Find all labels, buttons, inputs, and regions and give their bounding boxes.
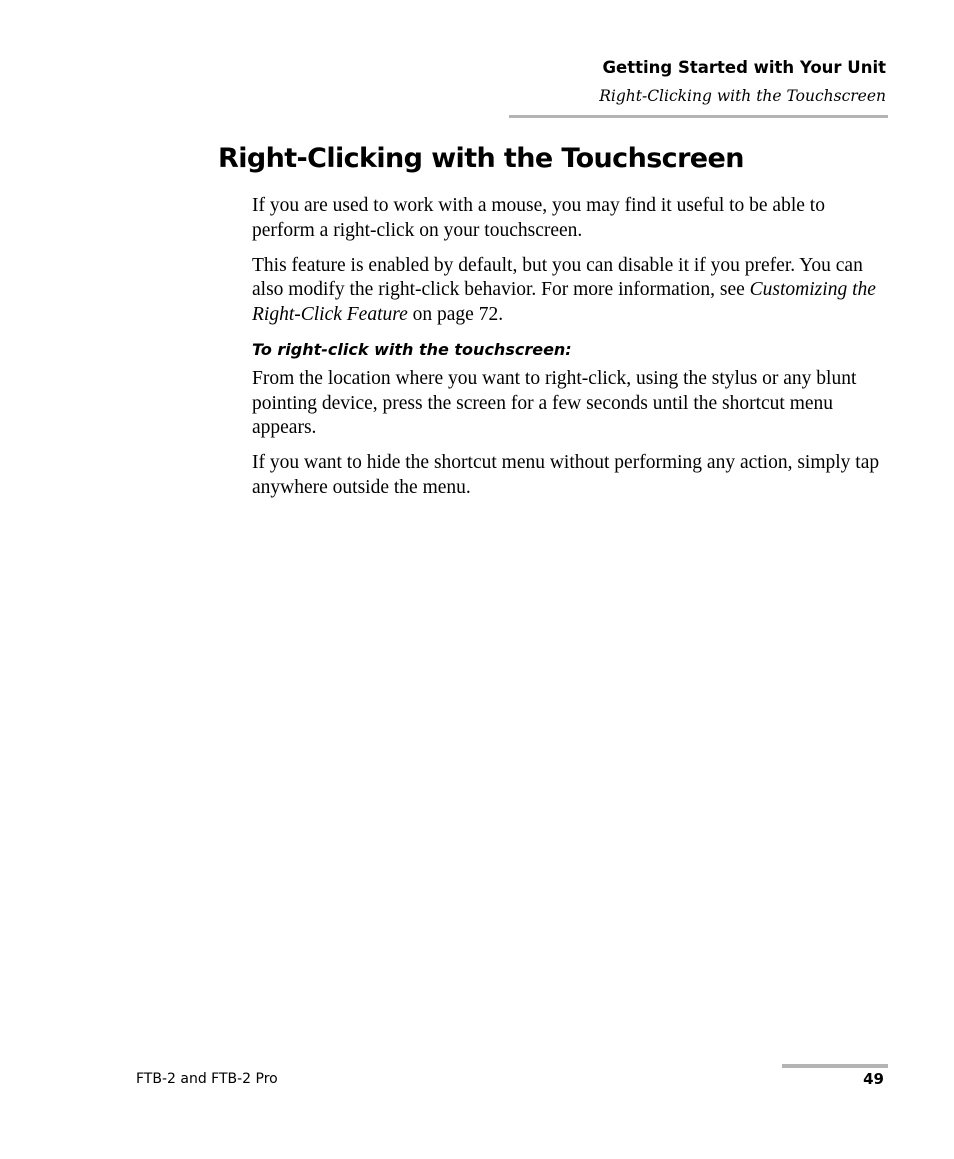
footer-product-name: FTB-2 and FTB-2 Pro: [136, 1071, 278, 1087]
page-title: Right-Clicking with the Touchscreen: [218, 143, 744, 174]
header-rule: [509, 115, 888, 118]
running-header-section: Right-Clicking with the Touchscreen: [599, 87, 886, 105]
paragraph-default-setting: [252, 254, 888, 328]
paragraph-intro: If you are used to work with a mouse, you may find it useful to be able to perform a right-click on your touchscreen.: [252, 195, 825, 241]
footer-rule: [782, 1064, 888, 1068]
paragraph-default-setting-text: This feature is enabled by default, but you can disable it if you prefer. You can also modify the right-click behavior. For more information, see: [252, 254, 863, 301]
paragraph-page-reference: on page 72.: [407, 303, 504, 325]
cross-reference-link[interactable]: Customizing the Right-Click Feature: [252, 279, 876, 325]
body-text: [252, 194, 888, 511]
page-number: 49: [863, 1070, 884, 1088]
paragraph-procedure-step: From the location where you want to right-click, using the stylus or any blunt pointing device, press the screen for a few seconds until the shortcut menu appears.: [252, 367, 857, 439]
procedure-heading: To right-click with the touchscreen:: [252, 339, 572, 359]
paragraph-hide-menu: If you want to hide the shortcut menu without performing any action, simply tap anywhere outside the menu.: [252, 452, 880, 498]
running-header-chapter: Getting Started with Your Unit: [602, 58, 886, 77]
